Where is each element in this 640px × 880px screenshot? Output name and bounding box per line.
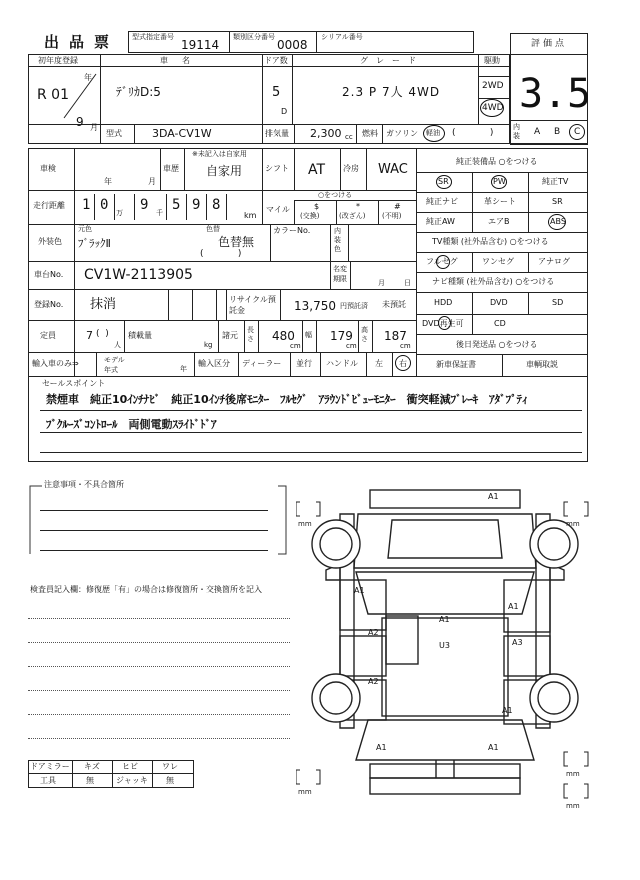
load-unit: kg (204, 341, 213, 349)
inspection-month-unit: 月 (148, 177, 156, 186)
inspection-year-unit: 年 (104, 177, 112, 186)
tire-unit-fr: mm (566, 520, 580, 528)
usage-value: 自家用 (206, 164, 243, 178)
damage-mark-left-front-door: A1 (354, 586, 365, 595)
fuel-label: 燃料 (362, 129, 378, 138)
mileage-unit-sen: 千 (156, 209, 163, 217)
import-label: 輸入車のみ⇒ (32, 359, 79, 368)
color-change-value: 色替無 (218, 235, 255, 249)
registration-value: 抹消 (90, 297, 117, 312)
tire-unit-rl: mm (298, 788, 312, 796)
deadline-day-unit: 日 (404, 279, 411, 287)
category-number: 0008 (277, 38, 308, 52)
designation-box (128, 31, 230, 53)
damage-mark-left-slide: A2 (368, 677, 379, 686)
deadline-month-unit: 月 (378, 279, 385, 287)
model-year-unit: 年 (180, 365, 187, 373)
shift-label: シフト (265, 164, 289, 173)
equip-airbag: エアB (488, 217, 510, 226)
serial-box (316, 31, 474, 53)
handle-left: 左 (375, 359, 383, 368)
serial-label: シリアル番号 (321, 33, 363, 41)
height-value: 187 (384, 329, 407, 343)
ac-value: WAC (378, 162, 408, 177)
doors-label: ドア数 (264, 56, 288, 65)
equip-sr-1: SR (438, 177, 449, 186)
grade-value: 2.3 P 7人 4WD (342, 85, 441, 99)
damage-mark-rear-bumper-right: A1 (488, 743, 499, 752)
length-unit: cm (290, 342, 301, 350)
sales-points-line-2: ﾌﾞｸﾙｰｽﾞｺﾝﾄﾛｰﾙ 両側電動ｽﾗｲﾄﾞﾄﾞｱ (46, 418, 217, 431)
table-value-3: ジャッキ (116, 776, 148, 785)
interior-a: A (534, 127, 541, 137)
mileage-digit-2: 0 (100, 197, 109, 213)
damage-mark-roof: U3 (439, 641, 450, 650)
displacement-label: 排気量 (265, 129, 289, 138)
damage-mark-roof-front: A1 (439, 615, 450, 624)
car-damage-diagram (296, 468, 596, 820)
import-type-label: 輸入区分 (198, 359, 230, 368)
usage-label: 車歴 (163, 164, 179, 173)
damage-mark-left-rear-door: A2 (368, 628, 379, 637)
mileage-unit: km (244, 211, 257, 220)
handle-label: ハンドル (326, 359, 358, 368)
meter-swap-mark: $ (314, 202, 320, 211)
width-value: 179 (330, 329, 353, 343)
table-header-1: ドアミラー (30, 762, 70, 771)
interior-selected-circle (569, 124, 585, 140)
first-reg-label: 初年度登録 (38, 56, 78, 65)
interior-b: B (554, 127, 561, 137)
tv-analog: アナログ (538, 257, 570, 266)
equip-abs-circle (548, 214, 566, 230)
tv-full: フルセグ (426, 257, 458, 266)
displacement-unit: cc (345, 133, 353, 141)
capacity-value: 7 (86, 329, 93, 342)
handle-selected-circle (395, 355, 411, 371)
width-unit: cm (346, 342, 357, 350)
designation-label: 型式指定番号 (132, 33, 174, 41)
usage-note: ※未記入は自家用 (192, 150, 247, 158)
page-title: 出品票 (44, 33, 120, 51)
table-value-4: 無 (166, 776, 174, 785)
equip-tv: 純正TV (542, 177, 569, 186)
sales-points-line-1: 禁煙車 純正10ｲﾝﾁﾅﾋﾞ 純正10ｲﾝﾁ後席ﾓﾆﾀｰ ﾌﾙｾｸﾞ ｱﾗｳﾝﾄﾞﾋﾞｭｰﾓﾆﾀｰ 衝突軽減ﾌﾞﾚｰｷ ｱﾀﾞﾌﾟﾃｨ (46, 393, 528, 406)
equip-leather: 革シート (484, 197, 516, 206)
meter-unknown-mark: # (394, 202, 401, 211)
notes-bracket (28, 484, 290, 558)
damage-mark-rear-bumper-left: A1 (376, 743, 387, 752)
tire-unit-fl: mm (298, 520, 312, 528)
damage-mark-front-bumper: A1 (488, 492, 499, 501)
tv-one: ワンセグ (482, 257, 514, 266)
table-header-4: ワレ (162, 762, 178, 771)
tire-unit-spare: mm (566, 802, 580, 810)
registration-label: 登録No. (34, 300, 64, 309)
color-change-label: 色替 (206, 225, 220, 233)
color-change-bracket: ( ) (200, 249, 242, 259)
docs-manual: 車輌取説 (526, 360, 558, 369)
table-header-2: キズ (84, 762, 100, 771)
navi-selected-circle (438, 316, 451, 330)
shift-value: AT (308, 162, 326, 178)
chassis-label: 車台No. (34, 270, 64, 279)
reg-year-unit: 年 (84, 73, 92, 82)
length-value: 480 (272, 329, 295, 343)
import-dealer: ディーラー (242, 359, 282, 368)
grade-label: グレード (360, 56, 424, 65)
ac-label: 冷房 (343, 164, 359, 173)
navi-dvd: DVD (490, 298, 508, 307)
meter-note: ○をつける (318, 191, 353, 199)
fuel-gasoline: ガソリン (386, 129, 418, 138)
table-header-3: ヒビ (122, 762, 138, 771)
mileage-digit-4: 5 (172, 197, 181, 213)
mile-label: マイル (266, 205, 290, 214)
category-box (229, 31, 317, 53)
navi-dvd-play: DVD再生可 (422, 319, 464, 328)
color-label: 外装色 (38, 237, 62, 246)
load-label: 積載量 (128, 331, 152, 340)
interior-c: C (574, 127, 581, 137)
color-no-label: カラーNo. (273, 226, 311, 235)
original-color-label: 元色 (78, 225, 92, 233)
sales-points-label: セールスポイント (42, 379, 106, 388)
navi-title: ナビ種類 (社外品含む) ○をつける (432, 277, 555, 286)
drive-4wd: 4WD (482, 103, 504, 113)
mileage-unit-man: 万 (116, 209, 123, 217)
navi-hdd: HDD (434, 298, 453, 307)
navi-cd: CD (494, 319, 506, 328)
handle-right: 右 (399, 359, 407, 368)
equip-pw: PW (493, 177, 506, 186)
model-label: 型式 (106, 129, 122, 138)
deadline-label: 名変期限 (333, 265, 347, 283)
drive-2wd: 2WD (482, 81, 504, 91)
length-label: 長さ (247, 326, 254, 343)
fuel-diesel: 軽油 (426, 129, 440, 137)
equip-sr-2: SR (552, 197, 563, 206)
height-label: 高さ (361, 326, 368, 343)
docs-warranty: 新車保証書 (436, 360, 476, 369)
table-value-1: 工具 (40, 776, 56, 785)
fuel-selected-circle (423, 125, 445, 142)
height-unit: cm (400, 342, 411, 350)
car-name-label: 車名 (160, 56, 204, 65)
equip-aw: 純正AW (426, 217, 455, 226)
fuel-bracket: ( ) (452, 128, 494, 138)
interior-color-label: 内装色 (334, 227, 341, 253)
docs-title: 後日発送品 ○をつける (456, 340, 538, 349)
model-value: 3DA-CV1W (152, 127, 212, 140)
original-color-value: ﾌﾞﾗｯｸⅡ (78, 237, 111, 250)
tire-unit-rr: mm (566, 770, 580, 778)
table-value-2: 無 (86, 776, 94, 785)
tv-selected-circle (436, 255, 450, 269)
notes-label: 注意事項・不具合箇所 (44, 480, 124, 489)
mileage-digit-3: 9 (140, 197, 149, 213)
recycle-deposited: 円預託済 (340, 302, 368, 310)
category-label: 類別区分番号 (233, 33, 275, 41)
chassis-value: CV1W-2113905 (84, 267, 193, 283)
capacity-paren: ( ) (96, 329, 109, 339)
equipment-title: 純正装備品 ○をつける (456, 157, 538, 166)
inspection-label: 車検 (40, 164, 56, 173)
equip-navi: 純正ナビ (426, 197, 458, 206)
drive-label: 駆動 (484, 56, 500, 65)
meter-tamper-label: (改ざん) (339, 212, 366, 220)
damage-mark-right-front-door: A1 (508, 602, 519, 611)
equip-pw-circle (491, 175, 507, 189)
capacity-label: 定員 (40, 331, 56, 340)
inspector-label: 検査員記入欄：修復歴「有」の場合は修復箇所・交換箇所を記入 (30, 585, 262, 594)
size-label: 諸元 (222, 331, 238, 340)
mileage-label: 走行距離 (33, 201, 65, 210)
recycle-not: 未預託 (382, 300, 406, 309)
recycle-amount: 13,750 (294, 299, 336, 313)
damage-mark-right-quarter: A1 (502, 706, 513, 715)
model-year-label: モデル年式 (104, 356, 125, 374)
navi-sd: SD (552, 298, 564, 307)
capacity-unit: 人 (114, 341, 121, 349)
equip-abs: ABS (550, 217, 566, 226)
displacement-value: 2,300 (310, 127, 342, 140)
designation-number: 19114 (181, 38, 220, 52)
meter-swap-label: (交換) (300, 212, 320, 220)
tv-title: TV種類 (社外品含む) ○をつける (432, 237, 549, 246)
car-name: ﾃﾞﾘｶD:5 (116, 85, 161, 99)
import-parallel: 並行 (296, 359, 312, 368)
damage-mark-right-rear-door: A3 (512, 638, 523, 647)
reg-month: 9 (76, 115, 84, 129)
door-type: D (281, 107, 288, 116)
equip-sr-circle (436, 175, 452, 189)
interior-label: 内装 (513, 123, 520, 140)
reg-era: R 01 (37, 87, 69, 103)
reg-month-unit: 月 (90, 123, 98, 132)
meter-tamper-mark: * (356, 202, 360, 211)
mileage-digit-1: 1 (82, 197, 91, 213)
score-label: 評価点 (531, 39, 568, 49)
recycle-label: リサイクル預託金 (229, 295, 276, 315)
meter-unknown-label: (不明) (382, 212, 402, 220)
mileage-digit-6: 8 (212, 197, 221, 213)
mileage-digit-5: 9 (192, 197, 201, 213)
doors-value: 5 (272, 85, 281, 100)
drive-selected-circle (480, 99, 504, 117)
width-label: 幅 (305, 331, 312, 339)
score-value: 3.5 (519, 71, 592, 117)
